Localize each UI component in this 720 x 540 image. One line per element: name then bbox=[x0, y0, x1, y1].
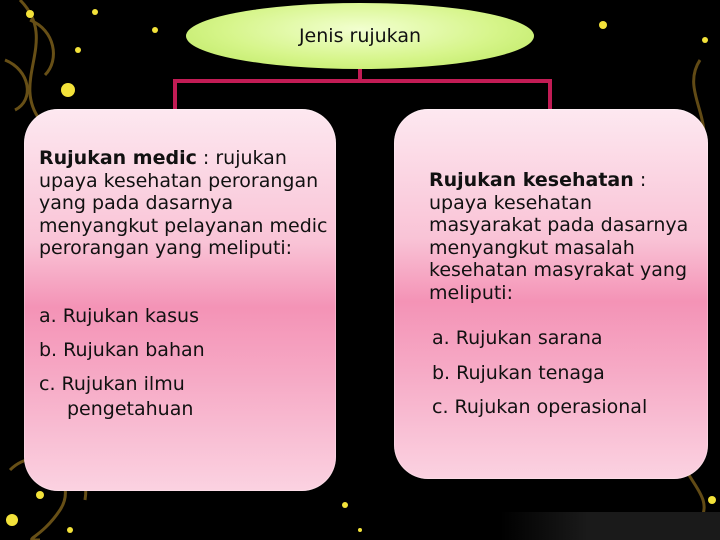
root-node bbox=[186, 3, 534, 69]
card-title: Rujukan kesehatan bbox=[429, 169, 634, 191]
card-rujukan-kesehatan bbox=[394, 109, 708, 479]
list-item: c. Rujukan ilmu bbox=[39, 373, 185, 395]
connector-left-down bbox=[173, 79, 177, 111]
list-item: b. Rujukan bahan bbox=[39, 339, 205, 361]
list-item-continuation: pengetahuan bbox=[67, 398, 194, 420]
list-item: c. Rujukan operasional bbox=[432, 396, 648, 418]
card-heading bbox=[39, 147, 329, 260]
root-label: Jenis rujukan bbox=[298, 25, 422, 47]
card-title: Rujukan medic bbox=[39, 147, 197, 169]
list-item: a. Rujukan sarana bbox=[432, 327, 603, 349]
card-heading bbox=[429, 169, 701, 304]
connector-right-down bbox=[548, 79, 552, 111]
footer-strip bbox=[500, 512, 720, 540]
list-item: b. Rujukan tenaga bbox=[432, 362, 605, 384]
card-description: : upaya kesehatan masyarakat pada dasarnya menyangkut masalah kesehatan masyrakat yang meliputi: bbox=[429, 169, 689, 304]
list-item: a. Rujukan kasus bbox=[39, 305, 199, 327]
card-rujukan-medic bbox=[24, 109, 336, 491]
connector-horizontal bbox=[173, 79, 552, 83]
card-description: : rujukan upaya kesehatan perorangan yang pada dasarnya menyangkut pelayanan medic perorangan yang meliputi: bbox=[39, 147, 328, 259]
